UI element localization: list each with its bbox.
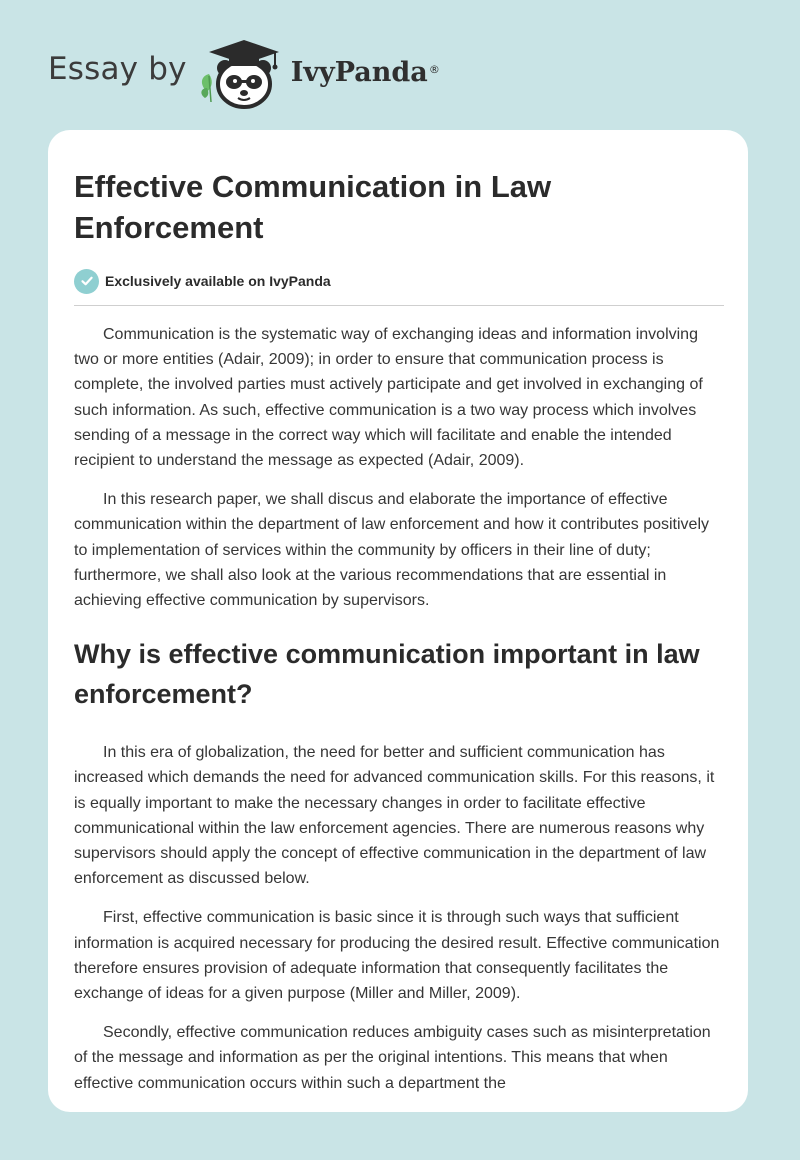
page-title: Effective Communication in Law Enforcement [74, 169, 552, 245]
paragraph: Secondly, effective communication reduces ambiguity cases such as misinterpretation of the message and information as per the original intentions. This means that when effective communication occurs within such a department the [74, 1024, 711, 1092]
brand-prefix: Essay by [48, 51, 187, 87]
brand-name: IvyPanda [290, 56, 428, 88]
section-heading: Why is effective communication important in law enforcement? [74, 639, 700, 710]
paragraph: In this era of globalization, the need for better and sufficient communication has increased which demands the need for advanced communication skills. For this reasons, it is equally important to make the necessary changes in order to facilitate effective communicational within the law enforcement agencies. There are numerous reasons why supervisors should apply the concept of effective communication in the department of law enforcement as discussed below. [74, 744, 715, 888]
paragraph: Communication is the systematic way of exchanging ideas and information involving two or more entities (Adair, 2009); in order to ensure that communication process is complete, the involved parties must actively participate and get involved in exchanging of such information. As such, effective communication is a two way process which involves sending of a message in the correct way which will facilitate and enable the intended recipient to understand the message as expected (Adair, 2009). [74, 326, 703, 470]
panda-graduate-icon [197, 36, 289, 110]
paragraph: First, effective communication is basic since it is through such ways that sufficient information is acquired necessary for producing the desired result. Effective communication therefore ensures provision of adequate information that consequently facilitates the exchange of ideas for a given purpose (Miller and Miller, 2009). [74, 909, 720, 1003]
divider [74, 305, 724, 306]
registered-mark: ® [428, 62, 440, 76]
check-circle-icon [74, 269, 99, 294]
essay-card [48, 130, 748, 1112]
essay-content [74, 166, 724, 1096]
exclusive-label: Exclusively available on IvyPanda [105, 273, 331, 289]
brand-header [48, 36, 440, 110]
paragraph: In this research paper, we shall discus and elaborate the importance of effective communication within the department of law enforcement and how it contributes positively to implementation of services within the community by officers in their line of duty; furthermore, we shall also look at the various recommendations that are essential in achieving effective communication by supervisors. [74, 491, 709, 610]
exclusive-badge [74, 268, 724, 294]
